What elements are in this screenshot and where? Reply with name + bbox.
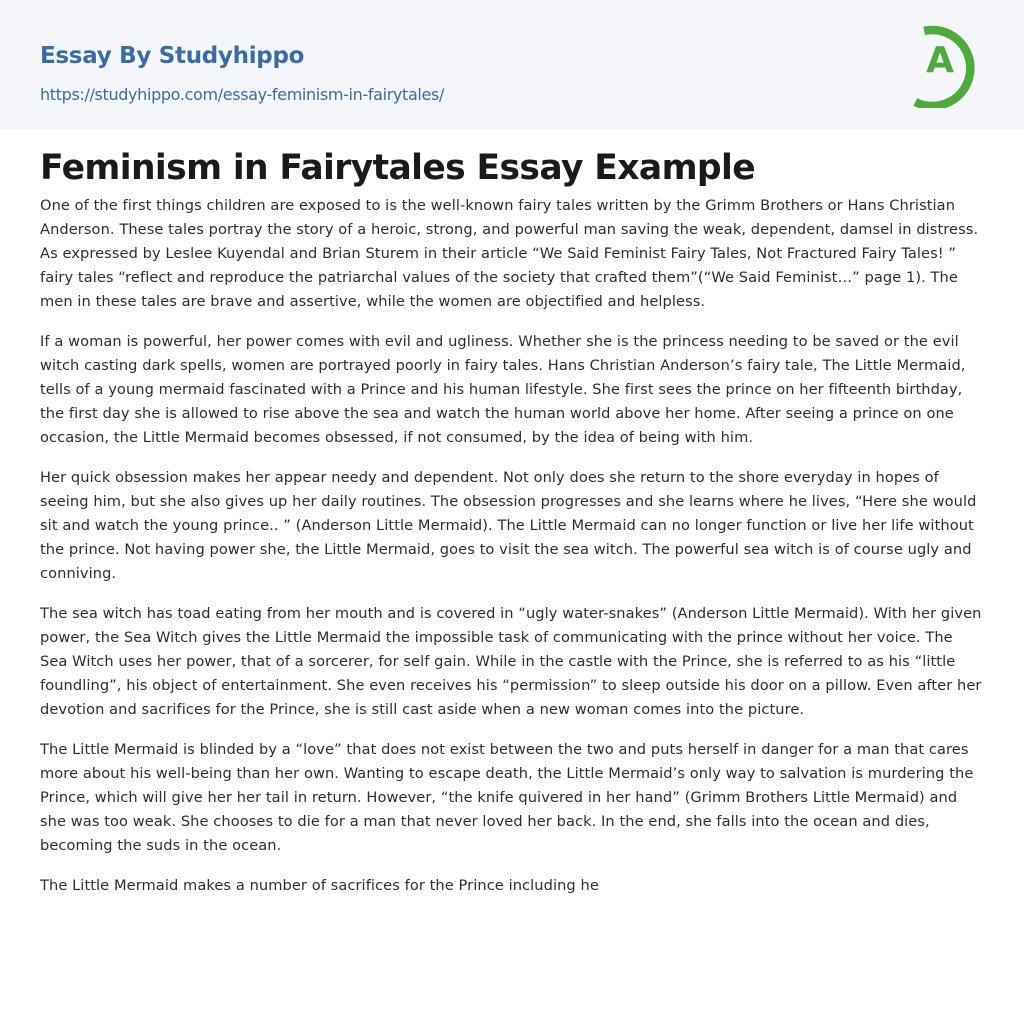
source-url-link[interactable]: https://studyhippo.com/essay-feminism-in-fairytales/	[40, 85, 445, 104]
paragraph: The sea witch has toad eating from her mouth and is covered in “ugly water-snakes” (Anderson Little Mermaid). With her given power, the Sea Witch gives the Little Mermaid the impossible task of communicating with the prince without her voice. The Sea Witch uses her power, that of a sorcerer, for self gain. While in the castle with the Prince, she is referred to as his “little foundling”, his object of entertainment. She even receives his “permission” to sleep outside his door on a pillow. Even after her devotion and sacrifices for the Prince, she is still cast aside when a new woman comes into the picture.	[40, 605, 982, 718]
paragraph: If a woman is powerful, her power comes with evil and ugliness. Whether she is the princess needing to be saved or the evil witch casting dark spells, women are portrayed poorly in fairy tales. Hans Christian Anderson’s fairy tale, The Little Mermaid, tells of a young mermaid fascinated with a Prince and his human lifestyle. She first sees the prince on her fifteenth birthday, the first day she is allowed to rise above the sea and watch the human world above her home. After seeing a prince on one occasion, the Little Mermaid becomes obsessed, if not consumed, by the idea of being with him.	[40, 333, 966, 446]
logo-letter: A	[926, 40, 954, 81]
site-header	[0, 0, 1024, 129]
studyhippo-logo[interactable]	[912, 18, 988, 108]
paragraph: The Little Mermaid makes a number of sacrifices for the Prince including he	[40, 877, 599, 894]
page-title: Feminism in Fairytales Essay Example	[40, 148, 756, 188]
paragraph: One of the first things children are exposed to is the well-known fairy tales written by the Grimm Brothers or Hans Christian Anderson. These tales portray the story of a heroic, strong, and powerful man saving the weak, dependent, damsel in distress. As expressed by Leslee Kuyendal and Brian Sturem in their article “We Said Feminist Fairy Tales, Not Fractured Fairy Tales! ” fairy tales “reflect and reproduce the patriarchal values of the society that crafted them”(“We Said Feminist…” page 1). The men in these tales are brave and assertive, while the women are objectified and helpless.	[40, 197, 979, 310]
paragraph: Her quick obsession makes her appear needy and dependent. Not only does she return to the shore everyday in hopes of seeing him, but she also gives up her daily routines. The obsession progresses and she learns where he lives, “Here she would sit and watch the young prince.. ” (Anderson Little Mermaid). The Little Mermaid can no longer function or live her life without the prince. Not having power she, the Little Mermaid, goes to visit the sea witch. The powerful sea witch is of course ugly and conniving.	[40, 469, 977, 582]
site-title[interactable]: Essay By Studyhippo	[40, 43, 305, 69]
essay-body	[40, 194, 984, 914]
paragraph: The Little Mermaid is blinded by a “love” that does not exist between the two and puts herself in danger for a man that cares more about his well-being than her own. Wanting to escape death, the Little Mermaid’s only way to salvation is murdering the Prince, which will give her her tail in return. However, “the knife quivered in her hand” (Grimm Brothers Little Mermaid) and she was too weak. She chooses to die for a man that never loved her back. In the end, she falls into the ocean and dies, becoming the suds in the ocean.	[40, 741, 974, 854]
